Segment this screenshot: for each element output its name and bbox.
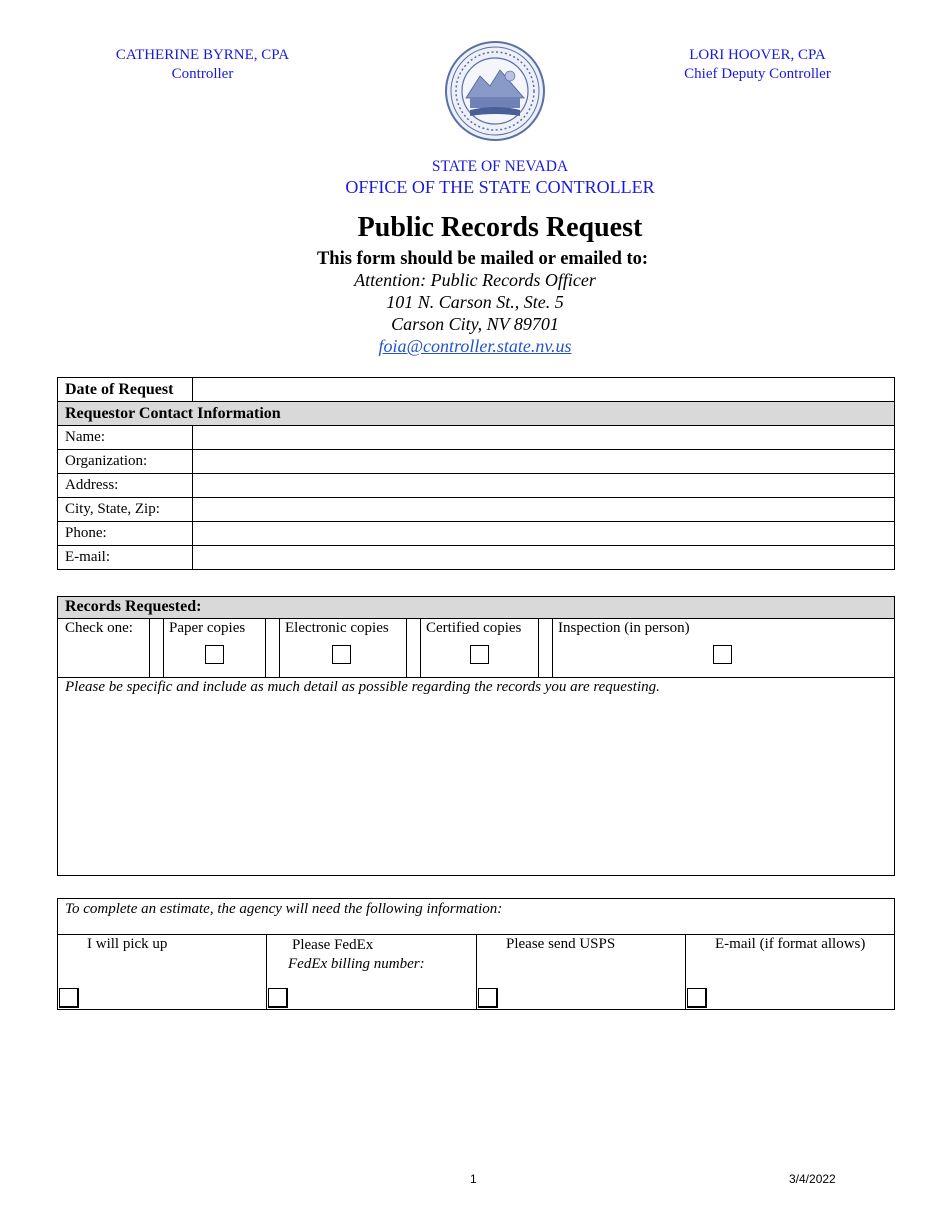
table-row bbox=[58, 450, 895, 474]
deputy-controller-name: LORI HOOVER, CPA bbox=[689, 47, 826, 63]
table-row bbox=[58, 426, 895, 450]
email-option-label: E-mail (if format allows) bbox=[715, 936, 866, 952]
page-number: 1 bbox=[470, 1172, 477, 1186]
email-link-row bbox=[0, 336, 950, 357]
paper-copies-label: Paper copies bbox=[169, 620, 246, 636]
state-name: STATE OF NEVADA bbox=[431, 158, 569, 175]
section-heading-row bbox=[58, 402, 895, 426]
fedex-label: Please FedEx bbox=[292, 937, 374, 953]
organization-input[interactable] bbox=[193, 450, 895, 474]
date-label: Date of Request bbox=[58, 378, 193, 402]
deputy-controller-block bbox=[615, 46, 900, 84]
divider bbox=[149, 618, 150, 677]
office-name: OFFICE OF THE STATE CONTROLLER bbox=[345, 177, 655, 197]
divider bbox=[265, 618, 266, 677]
divider bbox=[476, 934, 477, 1009]
electronic-copies-label: Electronic copies bbox=[285, 620, 389, 636]
table-row bbox=[58, 498, 895, 522]
fedex-billing-label: FedEx billing number: bbox=[288, 956, 425, 972]
electronic-copies-checkbox[interactable] bbox=[332, 645, 351, 664]
table-row bbox=[58, 522, 895, 546]
divider bbox=[163, 618, 164, 677]
usps-label: Please send USPS bbox=[506, 936, 616, 952]
fedex-checkbox[interactable] bbox=[268, 988, 288, 1008]
divider bbox=[538, 618, 539, 677]
city-state-zip-label: City, State, Zip: bbox=[58, 498, 193, 522]
certified-copies-checkbox[interactable] bbox=[470, 645, 489, 664]
divider bbox=[58, 677, 894, 678]
divider bbox=[58, 618, 894, 619]
form-title: Public Records Request bbox=[357, 212, 643, 243]
table-row bbox=[58, 546, 895, 570]
check-one-label: Check one: bbox=[65, 620, 133, 636]
records-heading: Records Requested: bbox=[65, 598, 202, 615]
inspection-label: Inspection (in person) bbox=[558, 620, 690, 636]
pickup-label: I will pick up bbox=[87, 936, 168, 952]
city-state-zip-input[interactable] bbox=[193, 498, 895, 522]
email-link[interactable]: foia@controller.state.nv.us bbox=[378, 336, 572, 356]
records-detail-area[interactable] bbox=[58, 699, 894, 875]
pickup-checkbox[interactable] bbox=[59, 988, 79, 1008]
email-input[interactable] bbox=[193, 546, 895, 570]
divider bbox=[406, 618, 407, 677]
divider bbox=[685, 934, 686, 1009]
revision-date: 3/4/2022 bbox=[789, 1172, 836, 1186]
deputy-controller-title: Chief Deputy Controller bbox=[684, 66, 831, 82]
table-row bbox=[58, 474, 895, 498]
date-input[interactable] bbox=[193, 378, 895, 402]
name-input[interactable] bbox=[193, 426, 895, 450]
phone-input[interactable] bbox=[193, 522, 895, 546]
contact-table bbox=[57, 377, 895, 570]
records-requested-section bbox=[57, 596, 895, 876]
mail-instruction: This form should be mailed or emailed to: bbox=[316, 249, 649, 269]
email-label: E-mail: bbox=[58, 546, 193, 570]
address-input[interactable] bbox=[193, 474, 895, 498]
controller-name: CATHERINE BYRNE, CPA bbox=[115, 47, 290, 63]
date-row bbox=[58, 378, 895, 402]
nevada-seal-icon bbox=[444, 40, 546, 142]
requestor-heading: Requestor Contact Information bbox=[58, 402, 895, 426]
inspection-checkbox[interactable] bbox=[713, 645, 732, 664]
email-option-checkbox[interactable] bbox=[687, 988, 707, 1008]
attention-line: Attention: Public Records Officer bbox=[354, 270, 596, 290]
divider bbox=[266, 934, 267, 1009]
name-label: Name: bbox=[58, 426, 193, 450]
controller-block bbox=[60, 46, 345, 84]
address-label: Address: bbox=[58, 474, 193, 498]
divider bbox=[420, 618, 421, 677]
usps-checkbox[interactable] bbox=[478, 988, 498, 1008]
paper-copies-checkbox[interactable] bbox=[205, 645, 224, 664]
delivery-instruction: To complete an estimate, the agency will need the following information: bbox=[65, 901, 503, 917]
certified-copies-label: Certified copies bbox=[426, 620, 522, 636]
organization-label: Organization: bbox=[58, 450, 193, 474]
records-instruction: Please be specific and include as much detail as possible regarding the records you are requesting. bbox=[65, 679, 660, 695]
city-address: Carson City, NV 89701 bbox=[391, 314, 559, 334]
divider bbox=[552, 618, 553, 677]
phone-label: Phone: bbox=[58, 522, 193, 546]
street-address: 101 N. Carson St., Ste. 5 bbox=[386, 292, 564, 312]
delivery-section bbox=[57, 898, 895, 1010]
divider bbox=[279, 618, 280, 677]
controller-title: Controller bbox=[171, 66, 234, 82]
